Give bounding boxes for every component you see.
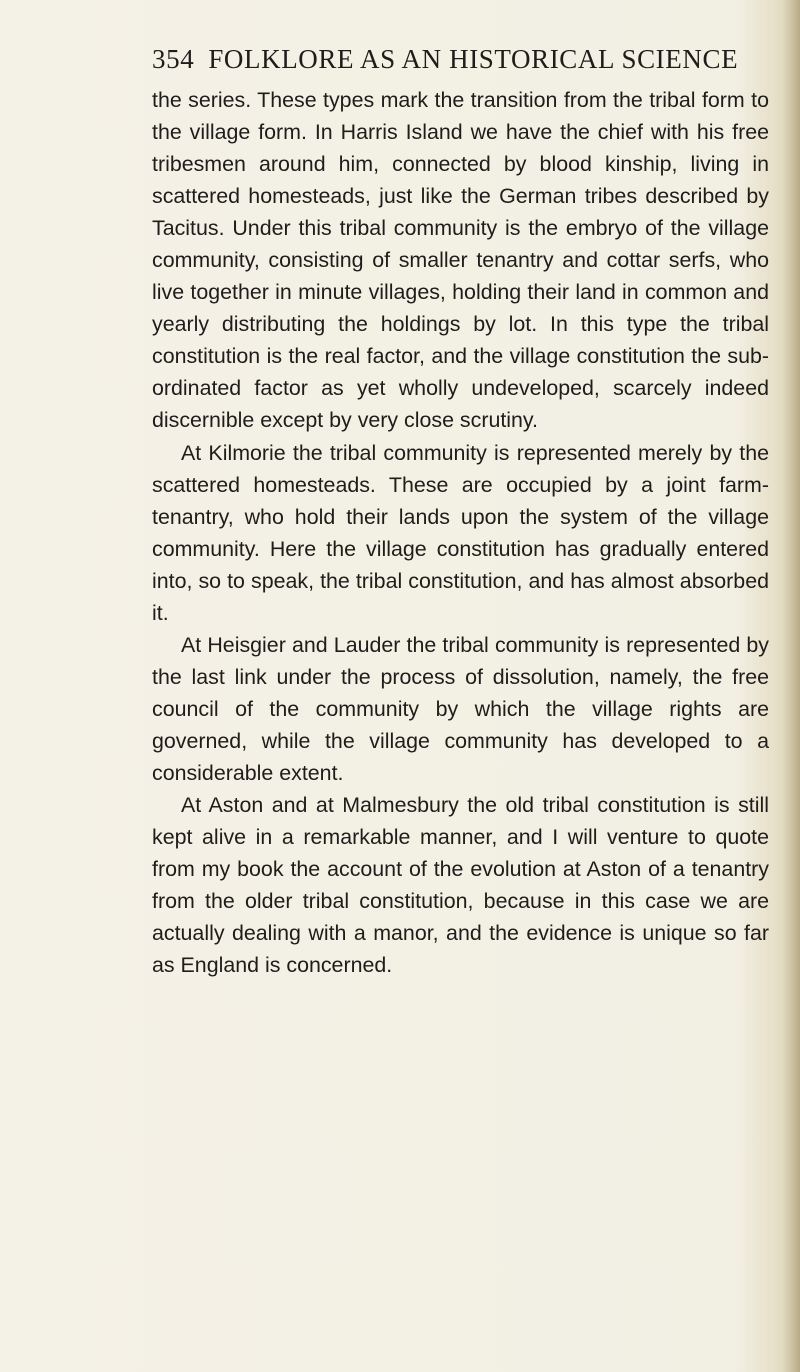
paragraph-2: At Kilmorie the tribal community is represented merely by the scattered homesteads. These are occupied by a joint farm-tenantry, who hold their lands upon the system of the village community. Here the village constitution has gradually entered into, so to speak, the tribal constitution, and has almost absorbed it. bbox=[152, 440, 769, 625]
paragraph-3: At Heisgier and Lauder the tribal community is represented by the last link under the process of dissolution, namely, the free council of the community by which the village rights are governed, while the village community has developed to a considerable extent. bbox=[152, 632, 769, 785]
running-title: FOLKLORE AS AN HISTORICAL SCIENCE bbox=[208, 44, 739, 74]
page-number: 354 bbox=[152, 44, 195, 74]
page-edge-shadow bbox=[782, 0, 800, 1372]
paragraph-4: At Aston and at Malmesbury the old tribal constitution is still kept alive in a remarkable manner, and I will venture to quote from my book the account of the evolution at Aston of a tenantry from the older tribal constitution, because in this case we are actually dealing with a manor, and the evidence is unique so far as England is concerned. bbox=[152, 793, 769, 978]
paragraph-1: the series. These types mark the transition from the tribal form to the village form. In Harris Island we have the chief with his free tribesmen around him, connected by blood kinship, living in scattered homesteads, just like the German tribes described by Tacitus. Under this tribal community is the embryo of the village community, consisting of smaller tenantry and cottar serfs, who live together in minute villages, holding their land in common and yearly distributing the holdings by lot. In this type the tribal constitution is the real factor, and the village constitution the subordinated factor as yet wholly undeveloped, scarcely indeed discernible except by very close scrutiny. bbox=[152, 88, 769, 433]
body-text bbox=[152, 84, 769, 981]
running-head bbox=[152, 44, 752, 75]
